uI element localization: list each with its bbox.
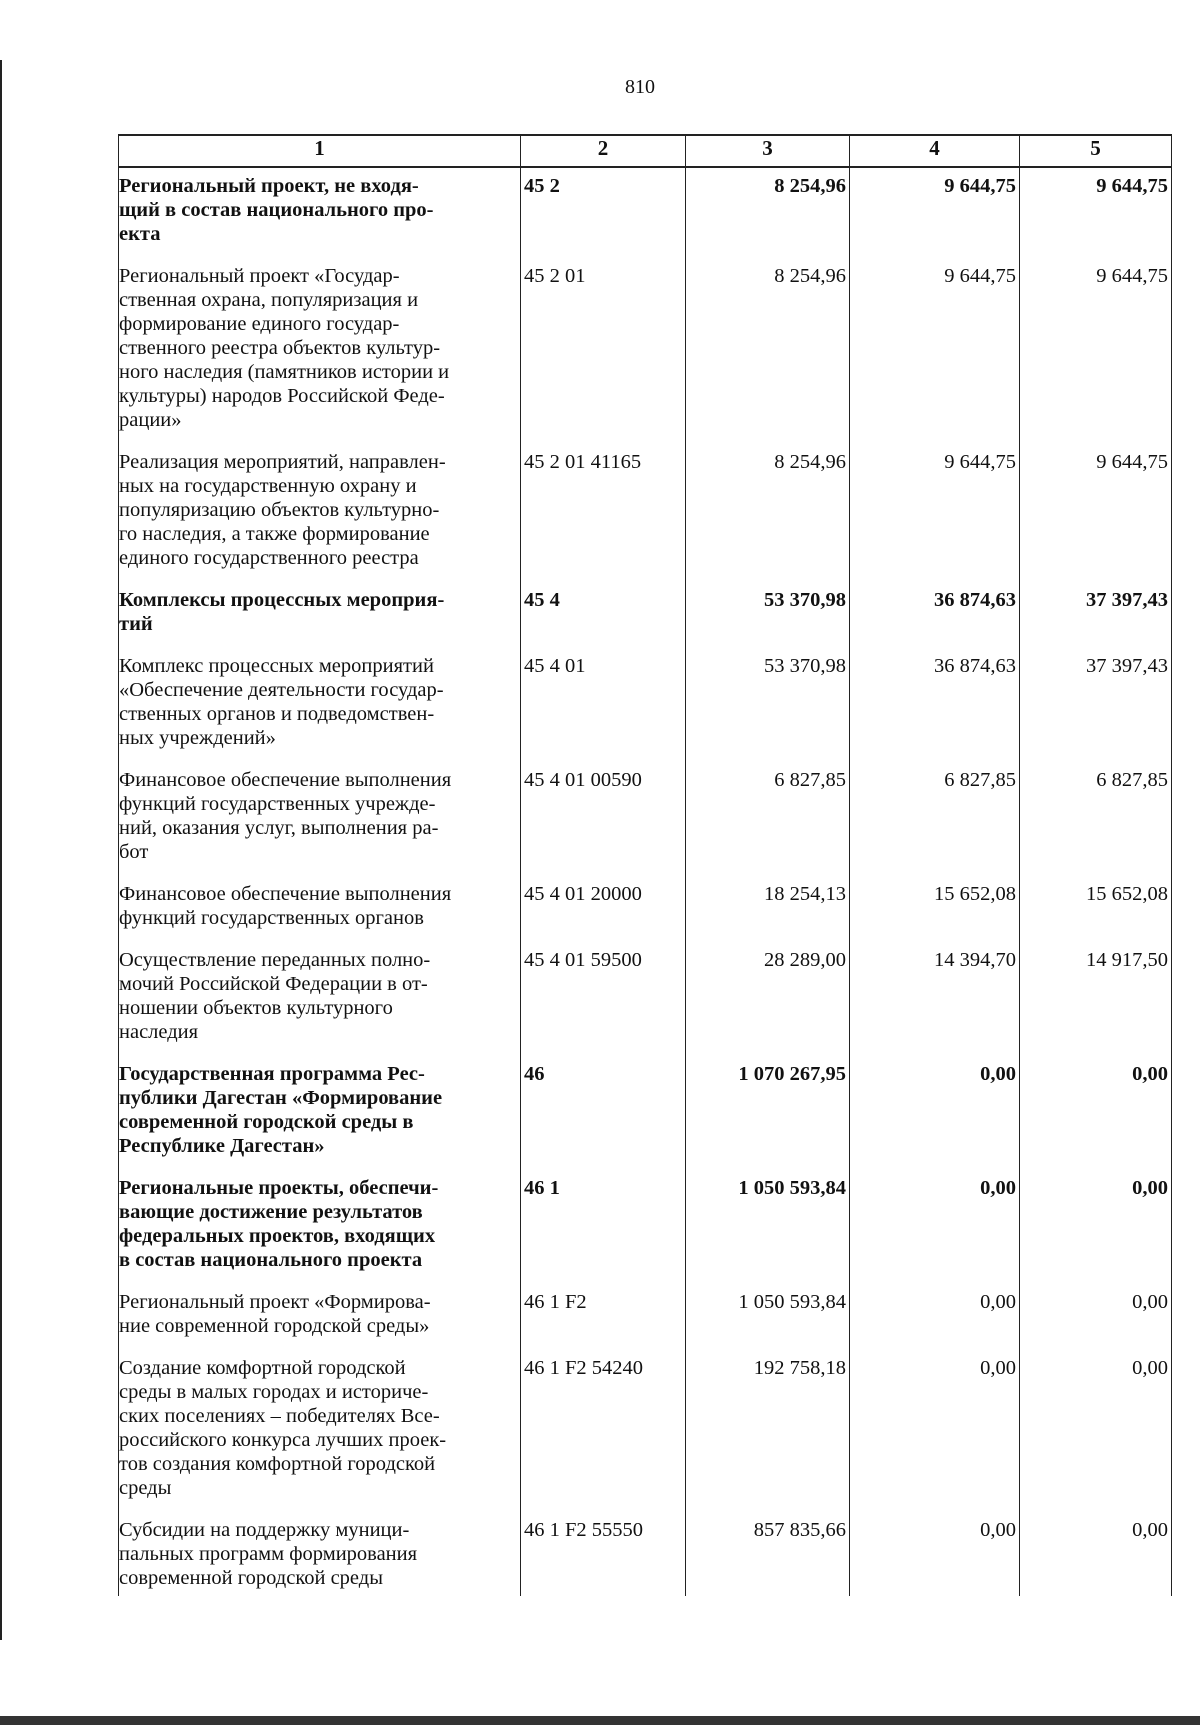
row-name-line: в состав национального проекта [119,1249,423,1271]
row-name-line: екта [119,223,161,245]
row-value-col3: 8 254,96 [686,258,850,444]
table-row [119,942,1172,1056]
row-value-col3: 18 254,13 [686,876,850,942]
row-value-col4: 9 644,75 [850,258,1020,444]
table-row [119,444,1172,582]
row-name-line: вающие достижение результатов [119,1201,423,1223]
left-margin-rule [0,60,2,1640]
row-name-cell [119,648,521,762]
row-value-col4: 6 827,85 [850,762,1020,876]
table-header [119,135,1172,167]
scan-bottom-edge [0,1716,1200,1725]
row-name-line: Реализация мероприятий, направлен- [119,451,446,473]
row-value-col3: 8 254,96 [686,444,850,582]
row-value-col4: 36 874,63 [850,582,1020,648]
row-name-line: тий [119,613,153,635]
row-name-line: публики Дагестан «Формирование [119,1087,443,1109]
row-value-col3: 8 254,96 [686,167,850,258]
row-code-cell: 45 4 01 59500 [521,942,686,1056]
table-row [119,582,1172,648]
row-name-line: бот [119,841,149,863]
row-name-line: ных на государственную охрану и [119,475,417,497]
row-name-line: рации» [119,409,182,431]
row-name-line: ственных органов и подведомствен- [119,703,435,725]
row-value-col4: 0,00 [850,1284,1020,1350]
row-code-cell: 45 2 01 [521,258,686,444]
row-name-cell [119,1170,521,1284]
row-value-col5: 14 917,50 [1020,942,1172,1056]
row-name-line: Государственная программа Рес- [119,1063,425,1085]
row-value-col5: 0,00 [1020,1512,1172,1596]
page-number: 810 [625,76,655,98]
row-code-cell: 46 1 F2 55550 [521,1512,686,1596]
row-name-cell [119,942,521,1056]
row-name-line: Осуществление переданных полно- [119,949,431,971]
row-value-col4: 0,00 [850,1350,1020,1512]
row-code-cell: 45 2 [521,167,686,258]
row-value-col5: 0,00 [1020,1056,1172,1170]
row-value-col5: 15 652,08 [1020,876,1172,942]
row-value-col3: 28 289,00 [686,942,850,1056]
row-name-line: Региональный проект, не входя- [119,175,419,197]
row-name-line: Создание комфортной городской [119,1357,406,1379]
row-value-col4: 9 644,75 [850,167,1020,258]
row-name-line: Финансовое обеспечение выполнения [119,769,452,791]
row-code-cell: 46 1 F2 54240 [521,1350,686,1512]
row-value-col4: 14 394,70 [850,942,1020,1056]
table-row [119,1170,1172,1284]
row-code-cell: 46 [521,1056,686,1170]
row-name-line: среды [119,1477,172,1499]
row-value-col3: 192 758,18 [686,1350,850,1512]
row-name-line: единого государственного реестра [119,547,419,569]
table-row [119,876,1172,942]
row-value-col4: 9 644,75 [850,444,1020,582]
row-value-col5: 0,00 [1020,1350,1172,1512]
row-name-line: Региональные проекты, обеспечи- [119,1177,439,1199]
row-code-cell: 45 4 01 [521,648,686,762]
row-name-line: Региональный проект «Формирова- [119,1291,431,1313]
row-value-col3: 1 050 593,84 [686,1170,850,1284]
row-name-line: культуры) народов Российской Феде- [119,385,445,407]
row-value-col4: 15 652,08 [850,876,1020,942]
table-row [119,1512,1172,1596]
row-name-line: современной городской среды в [119,1111,414,1133]
table-row [119,648,1172,762]
row-code-cell: 45 2 01 41165 [521,444,686,582]
row-name-line: ний, оказания услуг, выполнения ра- [119,817,439,839]
row-name-line: российского конкурса лучших проек- [119,1429,447,1451]
table-row [119,1350,1172,1512]
row-value-col4: 0,00 [850,1056,1020,1170]
row-value-col5: 37 397,43 [1020,582,1172,648]
row-name-line: мочий Российской Федерации в от- [119,973,428,995]
column-header-5: 5 [1020,135,1172,167]
row-name-line: ных учреждений» [119,727,276,749]
row-name-line: современной городской среды [119,1567,383,1589]
row-name-line: щий в состав национального про- [119,199,434,221]
row-value-col3: 53 370,98 [686,582,850,648]
row-value-col3: 857 835,66 [686,1512,850,1596]
row-value-col5: 9 644,75 [1020,167,1172,258]
row-name-cell [119,167,521,258]
row-name-line: ношении объектов культурного [119,997,393,1019]
row-name-line: тов создания комфортной городской [119,1453,436,1475]
table-row [119,1056,1172,1170]
table-row [119,167,1172,258]
row-value-col3: 1 050 593,84 [686,1284,850,1350]
row-name-cell [119,1350,521,1512]
row-value-col5: 6 827,85 [1020,762,1172,876]
row-value-col5: 9 644,75 [1020,258,1172,444]
row-name-cell [119,1284,521,1350]
row-code-cell: 46 1 [521,1170,686,1284]
row-name-line: формирование единого государ- [119,313,400,335]
row-name-line: Региональный проект «Государ- [119,265,400,287]
row-value-col5: 37 397,43 [1020,648,1172,762]
row-value-col3: 1 070 267,95 [686,1056,850,1170]
row-value-col5: 0,00 [1020,1284,1172,1350]
row-value-col5: 0,00 [1020,1170,1172,1284]
row-name-line: ние современной городской среды» [119,1315,430,1337]
row-code-cell: 46 1 F2 [521,1284,686,1350]
row-code-cell: 45 4 01 00590 [521,762,686,876]
row-name-cell [119,876,521,942]
row-value-col5: 9 644,75 [1020,444,1172,582]
table-body [119,167,1172,1596]
row-name-cell [119,762,521,876]
table-row [119,258,1172,444]
row-name-line: функций государственных учрежде- [119,793,436,815]
row-name-line: Комплексы процессных мероприя- [119,589,445,611]
row-name-line: функций государственных органов [119,907,424,929]
row-name-line: ственного реестра объектов культур- [119,337,441,359]
row-name-line: Субсидии на поддержку муници- [119,1519,410,1541]
row-name-line: го наследия, а также формирование [119,523,430,545]
row-code-cell: 45 4 [521,582,686,648]
row-name-cell [119,444,521,582]
row-name-line: «Обеспечение деятельности государ- [119,679,444,701]
row-name-line: наследия [119,1021,199,1043]
row-name-cell [119,582,521,648]
row-name-line: ственная охрана, популяризация и [119,289,419,311]
row-code-cell: 45 4 01 20000 [521,876,686,942]
row-name-line: пальных программ формирования [119,1543,418,1565]
table-row [119,762,1172,876]
row-value-col3: 6 827,85 [686,762,850,876]
row-name-line: среды в малых городах и историче- [119,1381,429,1403]
column-header-4: 4 [850,135,1020,167]
row-name-cell [119,1512,521,1596]
row-value-col4: 36 874,63 [850,648,1020,762]
column-header-3: 3 [686,135,850,167]
row-name-line: ских поселениях – победителях Все- [119,1405,440,1427]
row-name-line: Финансовое обеспечение выполнения [119,883,452,905]
row-name-cell [119,1056,521,1170]
row-name-line: Комплекс процессных мероприятий [119,655,434,677]
row-value-col3: 53 370,98 [686,648,850,762]
row-name-line: федеральных проектов, входящих [119,1225,436,1247]
row-value-col4: 0,00 [850,1512,1020,1596]
row-name-line: популяризацию объектов культурно- [119,499,440,521]
row-name-line: Республике Дагестан» [119,1135,325,1157]
table-row [119,1284,1172,1350]
row-name-line: ного наследия (памятников истории и [119,361,450,383]
row-value-col4: 0,00 [850,1170,1020,1284]
budget-table [118,134,1172,1596]
column-header-2: 2 [521,135,686,167]
column-header-1: 1 [119,135,521,167]
row-name-cell [119,258,521,444]
